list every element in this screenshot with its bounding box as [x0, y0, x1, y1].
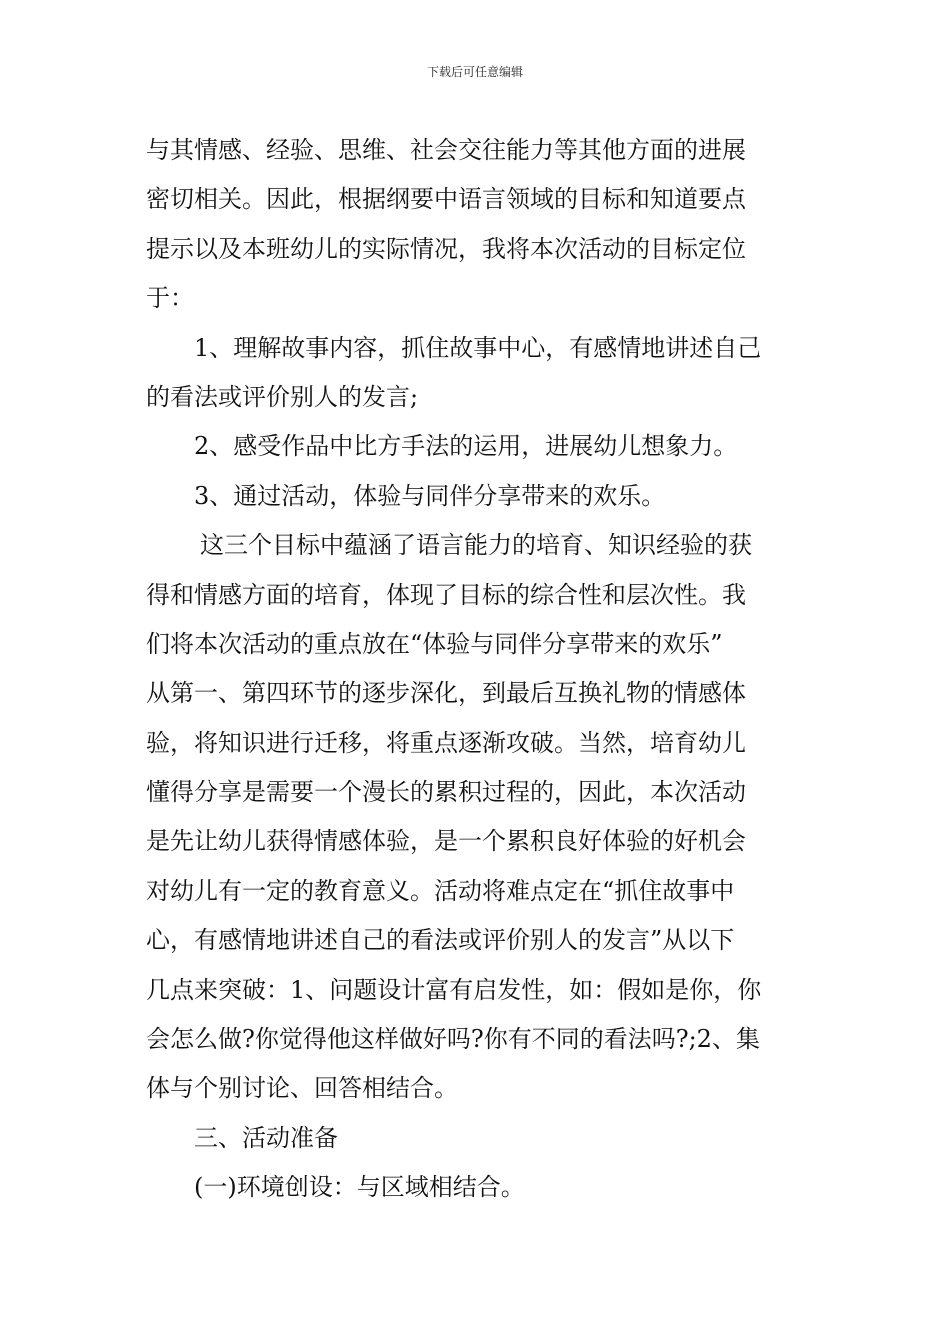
goal-item-3: 3、通过活动，体验与同伴分享带来的欢乐。	[194, 481, 666, 510]
document-body	[146, 126, 814, 1213]
text-line: 会怎么做?你觉得他这样做好吗?你有不同的看法吗?;2、集	[146, 1025, 760, 1054]
text-line: 是先让幼儿获得情感体验，是一个累积良好体验的好机会	[146, 827, 746, 856]
text-line: 于：	[146, 284, 194, 313]
subsection-heading: (一)环境创设：与区域相结合。	[194, 1173, 525, 1202]
text-line: 得和情感方面的培育，体现了目标的综合性和层次性。我	[146, 580, 746, 609]
text-line: 密切相关。因此，根据纲要中语言领域的目标和知道要点	[146, 185, 746, 214]
text-line: 从第一、第四环节的逐步深化，到最后互换礼物的情感体	[146, 679, 746, 708]
text-line: 的看法或评价别人的发言;	[146, 382, 419, 411]
text-line: 们将本次活动的重点放在“体验与同伴分享带来的欢乐”	[146, 629, 723, 658]
goal-item-2: 2、感受作品中比方手法的运用，进展幼儿想象力。	[194, 432, 738, 461]
paragraph-start: 这三个目标中蕴涵了语言能力的培育、知识经验的获	[200, 531, 752, 560]
section-heading: 三、活动准备	[194, 1123, 338, 1152]
text-line: 懂得分享是需要一个漫长的累积过程的，因此，本次活动	[146, 778, 746, 807]
text-line: 体与个别讨论、回答相结合。	[146, 1074, 458, 1103]
text-line: 验，将知识进行迁移，将重点逐渐攻破。当然，培育幼儿	[146, 728, 746, 757]
text-line: 几点来突破：1、问题设计富有启发性，如：假如是你，你	[146, 975, 762, 1004]
text-line: 提示以及本班幼儿的实际情况，我将本次活动的目标定位	[146, 234, 746, 263]
text-line: 心，有感情地讲述自己的看法或评价别人的发言”从以下	[146, 926, 735, 955]
text-line: 与其情感、经验、思维、社会交往能力等其他方面的进展	[146, 136, 746, 164]
page-header-note: 下载后可任意编辑	[426, 65, 523, 79]
text-line: 对幼儿有一定的教育意义。活动将难点定在“抓住故事中	[146, 876, 735, 905]
goal-item-1: 1、理解故事内容，抓住故事中心，有感情地讲述自己	[194, 333, 762, 362]
